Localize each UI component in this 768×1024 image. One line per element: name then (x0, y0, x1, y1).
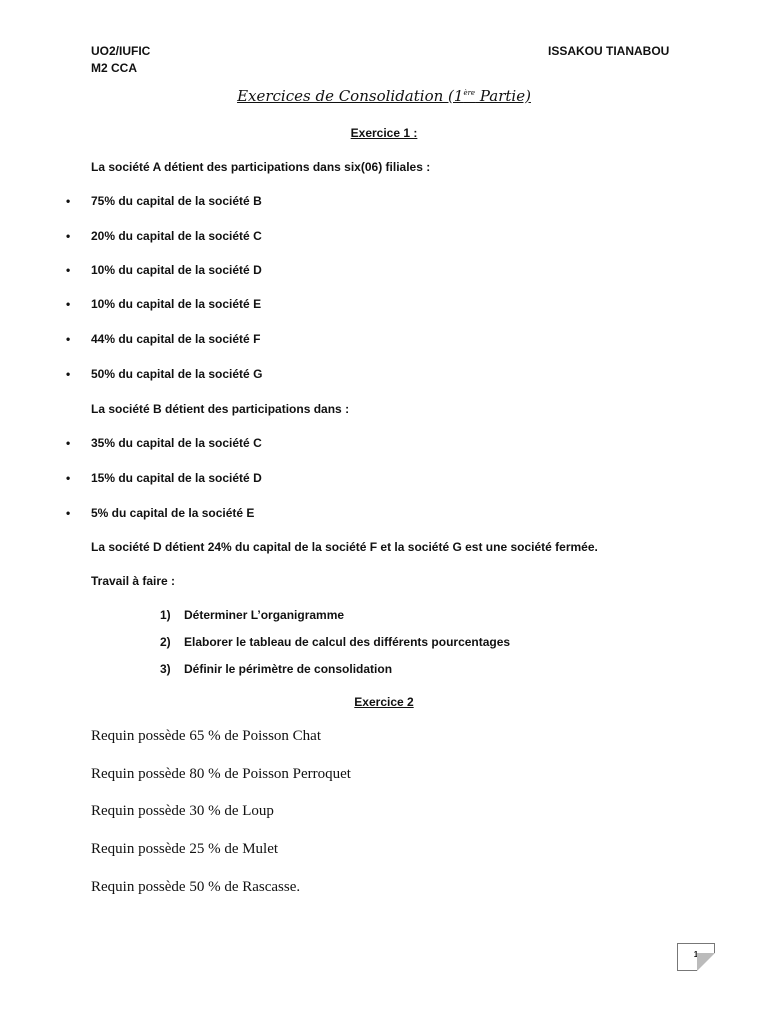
page-number: 1 (677, 943, 715, 971)
list-item: Requin possède 30 % de Loup (91, 803, 274, 819)
list-item: • (66, 194, 71, 208)
list-item: • (66, 263, 71, 277)
page-title: Exercices de Consolidation (1ère Partie) (237, 87, 531, 105)
list-item-text: 50% du capital de la société G (91, 367, 263, 381)
list-item: • (66, 471, 71, 485)
list-item-text: 75% du capital de la société B (91, 194, 262, 208)
page-fold-icon (697, 953, 715, 971)
list-item: Requin possède 25 % de Mulet (91, 841, 279, 857)
list-item: Requin possède 65 % de Poisson Chat (91, 728, 321, 744)
list-item: • (66, 332, 71, 346)
list-item: Requin possède 50 % de Rascasse. (91, 879, 301, 895)
list-item-text: 10% du capital de la société D (91, 263, 262, 277)
header-left-line1: UO2/IUFIC (91, 44, 151, 58)
list-item-text: 44% du capital de la société F (91, 332, 261, 346)
task-item: 1) Déterminer L’organigramme (160, 608, 345, 622)
exercice1-intro: La société A détient des participations dans six(06) filiales : (91, 160, 431, 174)
list-item: Requin possède 80 % de Poisson Perroquet (91, 766, 351, 782)
travail-label: Travail à faire : (91, 574, 176, 588)
exercice2-heading: Exercice 2 (354, 695, 414, 709)
list-item-text: 5% du capital de la société E (91, 506, 255, 520)
list-item: • (66, 229, 71, 243)
task-item: 3) Définir le périmètre de consolidation (160, 662, 393, 676)
list-item: • (66, 436, 71, 450)
list-item-text: 15% du capital de la société D (91, 471, 262, 485)
list-item: • (66, 367, 71, 381)
list-item-text: 35% du capital de la société C (91, 436, 262, 450)
list-item: • (66, 506, 71, 520)
exercice1-heading: Exercice 1 : (350, 126, 418, 140)
list-item-text: 20% du capital de la société C (91, 229, 262, 243)
exercice1-note-d: La société D détient 24% du capital de la société F et la société G est une société fermée. (91, 540, 598, 554)
header-right: ISSAKOU TIANABOU (548, 44, 670, 58)
task-item: 2) Elaborer le tableau de calcul des différents pourcentages (160, 635, 511, 649)
list-item-text: 10% du capital de la société E (91, 297, 262, 311)
header-left-line2: M2 CCA (91, 61, 138, 75)
exercice1-intro-b: La société B détient des participations dans : (91, 402, 350, 416)
list-item: • (66, 297, 71, 311)
